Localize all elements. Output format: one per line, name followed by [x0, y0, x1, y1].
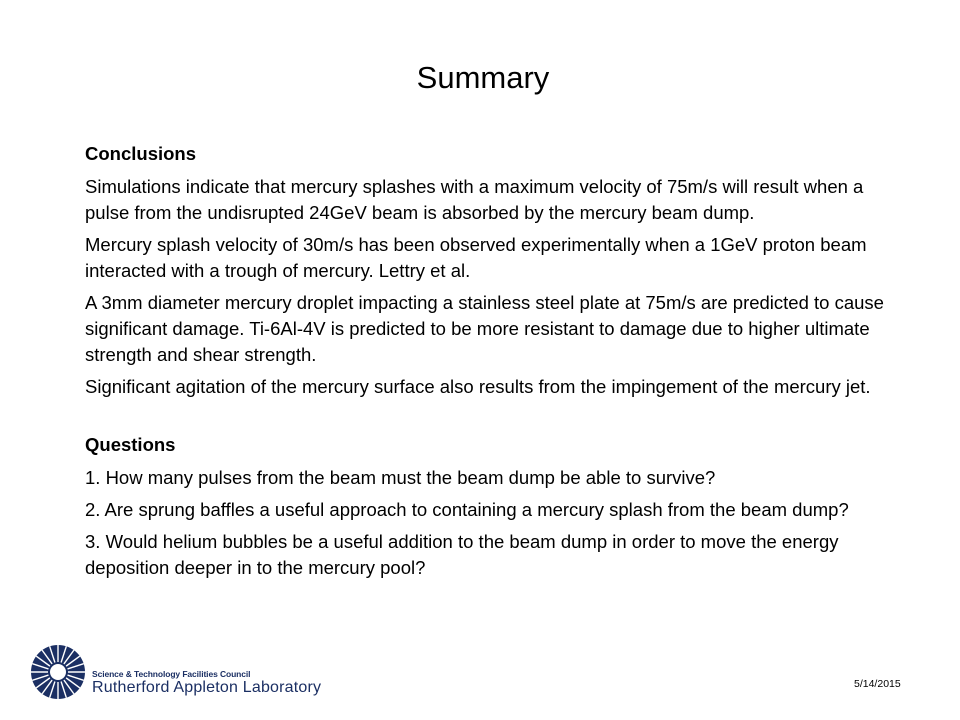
- conclusions-heading: Conclusions: [85, 143, 197, 164]
- slide-title: Summary: [416, 60, 550, 95]
- logo-lab-text: Rutherford Appleton Laboratory: [92, 679, 322, 696]
- stfc-logo: [30, 644, 330, 704]
- conclusion-item: Mercury splash velocity of 30m/s has been observed experimentally when a 1GeV proton beam interacted with a trough of mercury. Lettry et al.: [85, 234, 867, 281]
- conclusion-item: A 3mm diameter mercury droplet impacting a stainless steel plate at 75m/s are predicted to cause significant damage. Ti-6Al-4V is predicted to be more resistant to damage due to higher ultimate strength and shear strength.: [85, 292, 884, 365]
- conclusion-item: Simulations indicate that mercury splashes with a maximum velocity of 75m/s will result when a pulse from the undisrupted 24GeV beam is absorbed by the mercury beam dump.: [85, 176, 864, 223]
- slide-content: [85, 141, 885, 587]
- slide-date: 5/14/2015: [854, 678, 901, 690]
- questions-heading: Questions: [85, 434, 176, 455]
- question-item: 1. How many pulses from the beam must the beam dump be able to survive?: [85, 467, 716, 488]
- conclusion-item: Significant agitation of the mercury surface also results from the impingement of the mercury jet.: [85, 376, 871, 397]
- stfc-sun-icon: [30, 644, 86, 700]
- question-item: 3. Would helium bubbles be a useful addition to the beam dump in order to move the energy deposition deeper in to the mercury pool?: [85, 531, 839, 578]
- section-spacer: [85, 406, 885, 432]
- logo-council-text: Science & Technology Facilities Council: [92, 669, 251, 679]
- question-item: 2. Are sprung baffles a useful approach to containing a mercury splash from the beam dump?: [85, 499, 849, 520]
